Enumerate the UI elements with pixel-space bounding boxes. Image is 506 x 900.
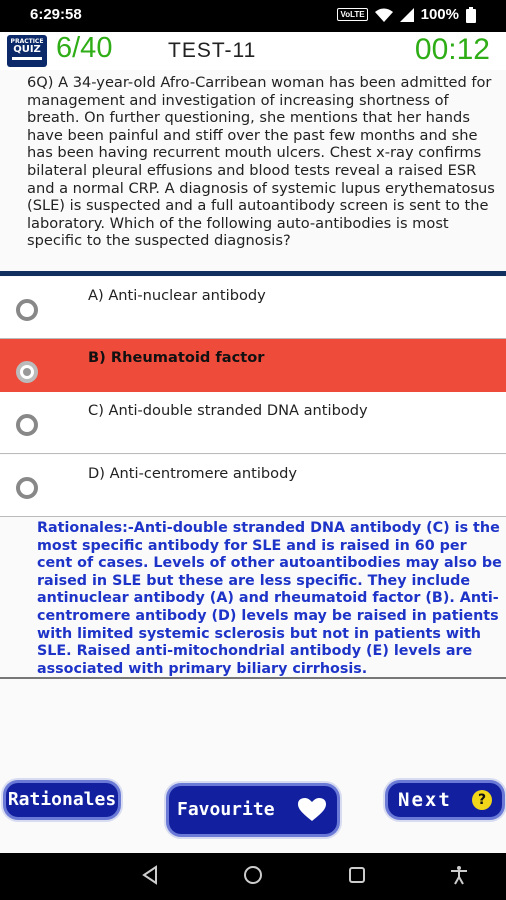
status-icons xyxy=(337,6,476,23)
question-text: 6Q) A 34-year-old Afro-Carribean woman has been admitted for management and investigation of increasing shortness of breath. On further questioning, she mentions that her hands have been painful and stiff over the past few months and she has been having recurrent mouth ulcers. Chest x-ray confirms bilateral pleural effusions and blood tests reveal a raised ESR and a normal CRP. A diagnosis of systemic lupus erythematosus (SLE) is suspected and a full autoantibody screen is sent to the laboratory. Which of the following auto-antibodies is most specific to the suspected diagnosis? xyxy=(27,74,495,250)
quiz-header xyxy=(0,32,506,70)
favourite-button[interactable] xyxy=(169,786,337,834)
logo-bar xyxy=(12,57,42,60)
signal-icon xyxy=(400,8,414,22)
rationale-divider xyxy=(0,677,506,679)
back-icon[interactable] xyxy=(140,865,160,885)
rationales-button[interactable]: Rationales xyxy=(6,783,118,817)
accessibility-icon[interactable] xyxy=(449,865,469,885)
question-divider xyxy=(0,271,506,276)
status-bar xyxy=(0,0,506,32)
logo-line1: PRACTICE xyxy=(10,38,44,45)
help-badge-icon: ? xyxy=(472,790,492,810)
volte-badge: VoLTE xyxy=(337,8,367,21)
radio-button[interactable] xyxy=(16,299,38,321)
radio-dot xyxy=(23,368,31,376)
option-label: C) Anti-double stranded DNA antibody xyxy=(88,402,368,419)
home-icon[interactable] xyxy=(243,865,263,885)
system-nav-bar xyxy=(0,853,506,900)
status-time: 6:29:58 xyxy=(30,6,82,23)
heart-icon xyxy=(298,798,326,822)
option-c[interactable] xyxy=(0,392,506,454)
next-button[interactable] xyxy=(388,783,502,817)
wifi-icon xyxy=(375,8,393,22)
battery-icon xyxy=(466,7,476,23)
option-label: B) Rheumatoid factor xyxy=(88,349,265,366)
favourite-label: Favourite xyxy=(177,799,275,820)
option-label: D) Anti-centromere antibody xyxy=(88,465,297,482)
app-logo xyxy=(7,35,47,67)
radio-button[interactable] xyxy=(16,477,38,499)
next-label: Next xyxy=(398,789,452,811)
question-counter: 6/40 xyxy=(56,32,113,64)
quiz-timer: 00:12 xyxy=(414,33,490,66)
radio-button[interactable] xyxy=(16,414,38,436)
test-name: TEST-11 xyxy=(168,39,257,62)
logo-line2: QUIZ xyxy=(13,44,41,55)
battery-percent: 100% xyxy=(420,6,459,23)
recents-icon[interactable] xyxy=(347,865,367,885)
radio-button-selected[interactable] xyxy=(16,361,38,383)
option-a[interactable] xyxy=(0,277,506,339)
rationale-text: Rationales:-Anti-double stranded DNA antibody (C) is the most specific antibody for SLE and is raised in 60 per cent of cases. Levels of other autoantibodies may also be raised in SLE but these are less specific. They include antinuclear antibody (A) and rheumatoid factor (B). Anti-centromere antibody (D) levels may be raised in patients with limited systemic sclerosis but not in patients with SLE. Raised anti-mitochondrial antibody (E) levels are associated with primary biliary cirrhosis. xyxy=(37,520,502,677)
option-d[interactable] xyxy=(0,455,506,517)
option-label: A) Anti-nuclear antibody xyxy=(88,287,266,304)
